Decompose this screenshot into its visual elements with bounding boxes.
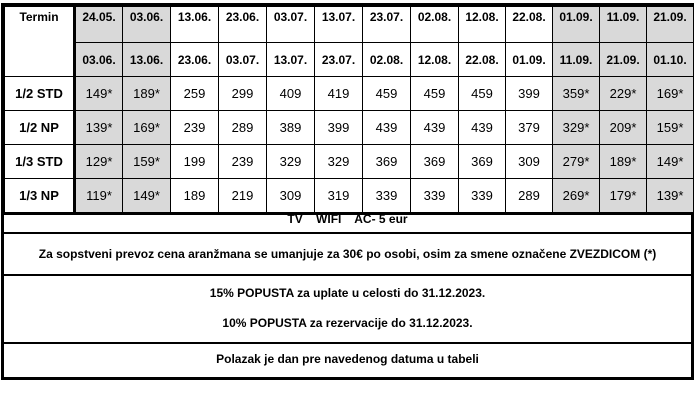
price-table bbox=[4, 6, 694, 215]
discount-reservation-text: 10% POPUSTA za rezervacije do 31.12.2023. bbox=[222, 316, 473, 330]
to-date-cell: 01.10. bbox=[647, 43, 694, 77]
from-date-cell: 22.08. bbox=[506, 7, 553, 43]
price-cell: 279* bbox=[553, 145, 600, 179]
price-cell: 119* bbox=[75, 179, 123, 214]
corner-label: Termin bbox=[5, 7, 75, 77]
price-cell: 149* bbox=[123, 179, 171, 214]
price-cell: 359* bbox=[553, 77, 600, 111]
amenities-note bbox=[4, 208, 691, 234]
price-cell: 309 bbox=[267, 179, 315, 214]
table-row bbox=[5, 145, 694, 179]
to-date-cell: 22.08. bbox=[459, 43, 506, 77]
to-date-cell: 21.09. bbox=[600, 43, 647, 77]
table-row bbox=[5, 77, 694, 111]
discount-note bbox=[4, 276, 691, 344]
price-cell: 239 bbox=[171, 111, 219, 145]
price-cell: 189* bbox=[600, 145, 647, 179]
price-cell: 289 bbox=[219, 111, 267, 145]
from-date-cell: 03.07. bbox=[267, 7, 315, 43]
transport-note bbox=[4, 234, 691, 276]
price-cell: 439 bbox=[459, 111, 506, 145]
from-date-cell: 13.06. bbox=[171, 7, 219, 43]
price-cell: 459 bbox=[411, 77, 459, 111]
price-cell: 319 bbox=[315, 179, 363, 214]
price-cell: 129* bbox=[75, 145, 123, 179]
room-type-label: 1/3 STD bbox=[5, 145, 75, 179]
price-cell: 289 bbox=[506, 179, 553, 214]
to-date-cell: 23.07. bbox=[315, 43, 363, 77]
from-date-cell: 13.07. bbox=[315, 7, 363, 43]
to-date-cell: 02.08. bbox=[363, 43, 411, 77]
price-cell: 139* bbox=[647, 179, 694, 214]
room-type-label: 1/2 NP bbox=[5, 111, 75, 145]
price-table-body bbox=[5, 7, 694, 214]
price-cell: 259 bbox=[171, 77, 219, 111]
price-cell: 179* bbox=[600, 179, 647, 214]
transport-text: Za sopstveni prevoz cena aranžmana se umanjuje za 30€ po osobi, osim za smene označene ZVEZDICOM (*) bbox=[38, 247, 657, 261]
price-cell: 399 bbox=[506, 77, 553, 111]
from-date-cell: 01.09. bbox=[553, 7, 600, 43]
departure-note bbox=[4, 344, 691, 377]
to-date-cell: 11.09. bbox=[553, 43, 600, 77]
room-type-label: 1/2 STD bbox=[5, 77, 75, 111]
price-cell: 199 bbox=[171, 145, 219, 179]
price-cell: 399 bbox=[315, 111, 363, 145]
price-cell: 159* bbox=[123, 145, 171, 179]
price-cell: 229* bbox=[600, 77, 647, 111]
from-date-cell: 24.05. bbox=[75, 7, 123, 43]
amenities-text: TV WIFI AC- 5 eur bbox=[287, 212, 408, 226]
to-date-cell: 01.09. bbox=[506, 43, 553, 77]
discount-full-text: 15% POPUSTA za uplate u celosti do 31.12.2023. bbox=[209, 286, 486, 300]
price-cell: 239 bbox=[219, 145, 267, 179]
price-cell: 329* bbox=[553, 111, 600, 145]
room-type-label: 1/3 NP bbox=[5, 179, 75, 214]
price-cell: 189* bbox=[123, 77, 171, 111]
from-date-cell: 21.09. bbox=[647, 7, 694, 43]
price-cell: 369 bbox=[459, 145, 506, 179]
price-cell: 339 bbox=[411, 179, 459, 214]
price-cell: 409 bbox=[267, 77, 315, 111]
price-cell: 329 bbox=[267, 145, 315, 179]
to-date-cell: 13.07. bbox=[267, 43, 315, 77]
price-cell: 419 bbox=[315, 77, 363, 111]
price-cell: 329 bbox=[315, 145, 363, 179]
price-cell: 309 bbox=[506, 145, 553, 179]
to-date-cell: 12.08. bbox=[411, 43, 459, 77]
price-cell: 299 bbox=[219, 77, 267, 111]
price-cell: 149* bbox=[647, 145, 694, 179]
departure-text: Polazak je dan pre navedenog datuma u tabeli bbox=[216, 352, 479, 366]
price-cell: 389 bbox=[267, 111, 315, 145]
price-cell: 189 bbox=[171, 179, 219, 214]
to-date-cell: 13.06. bbox=[123, 43, 171, 77]
to-date-cell: 03.07. bbox=[219, 43, 267, 77]
price-cell: 379 bbox=[506, 111, 553, 145]
price-cell: 439 bbox=[411, 111, 459, 145]
table-row bbox=[5, 111, 694, 145]
price-cell: 169* bbox=[647, 77, 694, 111]
price-cell: 139* bbox=[75, 111, 123, 145]
price-cell: 339 bbox=[459, 179, 506, 214]
header-row-to bbox=[5, 43, 694, 77]
from-date-cell: 03.06. bbox=[123, 7, 171, 43]
to-date-cell: 03.06. bbox=[75, 43, 123, 77]
price-cell: 459 bbox=[459, 77, 506, 111]
from-date-cell: 12.08. bbox=[459, 7, 506, 43]
price-cell: 149* bbox=[75, 77, 123, 111]
price-list-frame bbox=[1, 3, 694, 380]
price-cell: 369 bbox=[363, 145, 411, 179]
price-cell: 209* bbox=[600, 111, 647, 145]
header-row-from bbox=[5, 7, 694, 43]
price-cell: 269* bbox=[553, 179, 600, 214]
price-cell: 339 bbox=[363, 179, 411, 214]
price-cell: 369 bbox=[411, 145, 459, 179]
price-cell: 159* bbox=[647, 111, 694, 145]
from-date-cell: 11.09. bbox=[600, 7, 647, 43]
price-cell: 459 bbox=[363, 77, 411, 111]
to-date-cell: 23.06. bbox=[171, 43, 219, 77]
from-date-cell: 02.08. bbox=[411, 7, 459, 43]
price-cell: 219 bbox=[219, 179, 267, 214]
price-cell: 169* bbox=[123, 111, 171, 145]
from-date-cell: 23.06. bbox=[219, 7, 267, 43]
price-cell: 439 bbox=[363, 111, 411, 145]
from-date-cell: 23.07. bbox=[363, 7, 411, 43]
